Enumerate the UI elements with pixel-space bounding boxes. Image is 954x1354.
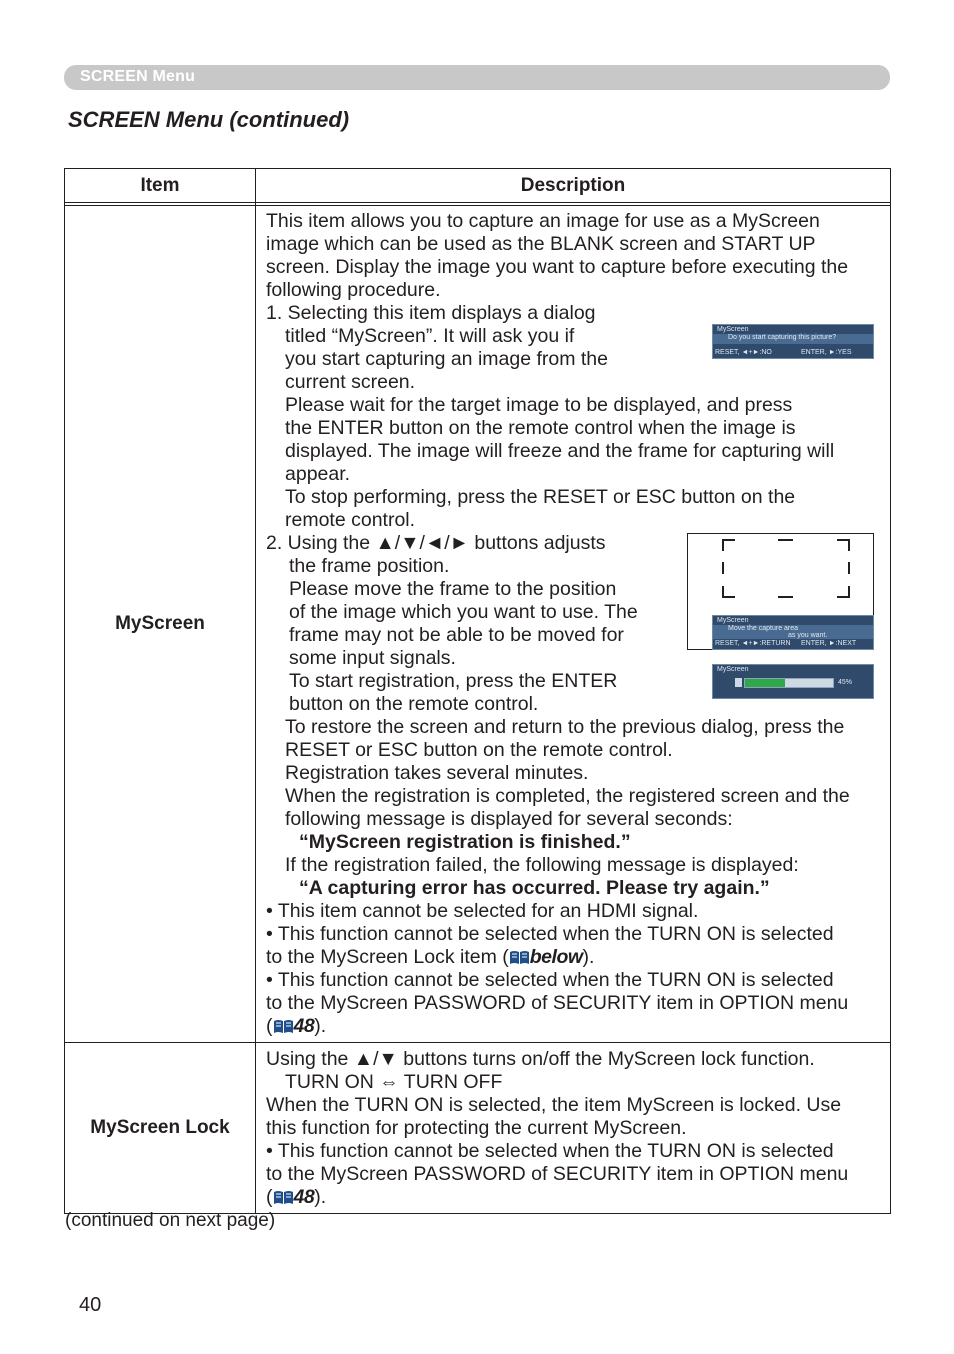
message-registration-finished: “MyScreen registration is finished.”	[299, 831, 631, 853]
reference-page-48-link[interactable]: 48	[293, 1015, 315, 1037]
table-row	[65, 1043, 891, 1214]
reference-below-link[interactable]: below	[529, 946, 583, 968]
description-myscreen: This item allows you to capture an image for use as a MyScreen image which can be used as the BLANK screen and START UP screen. Display the image you want to capture before executing the following procedure. 1. Selecting this item displays a dialog titled “MyScreen”. It will ask you if you start capturing an image from the current screen. Please wait for the target image to be displayed, and press the ENTER button on the remote control when the image is displayed. The image will freeze and the frame for capturing will appear. To stop performing, press the RESET or ESC button on the remote control. 2. Using the ▲/▼/◄/► buttons adjusts the frame position. Please move the frame to the position of the image which you want to use. The frame may not be able to be moved for some input signals. To start registration, press the ENTER button on the remote control. To restore the screen and return to the previous dialog, press the RESET or ESC button on the remote control. Registration takes several minutes. When the registration is completed, the registered screen and the following message is displayed for several seconds: “MyScreen registration is finished.” If the registration failed, the following message is displayed: “A capturing error has occurred. Please try again.” • This item cannot be selected for an HDMI signal. • This function cannot be selected when the TURN ON is selected to the MyScreen Lock item ( below). • This function cannot be selected when the TURN ON is selected to the MyScreen PASSWORD of SECURITY item in OPTION menu ( 48). MyScreen Do you start capturing this picture? RESET, ◄+►:NO ENTER, ►:YES MyScreen Move the capture area as you want. RESET, ◄+►:RETURN ENTER, ►:NEXT MyScreen 45%	[256, 206, 891, 1043]
column-header-item: Item	[65, 169, 256, 203]
continued-note: (continued on next page)	[65, 1210, 276, 1231]
dialog-confirm-capture: MyScreen Do you start capturing this picture? RESET, ◄+►:NO ENTER, ►:YES	[712, 324, 874, 359]
table-row	[65, 206, 891, 1043]
description-myscreen-lock: Using the ▲/▼ buttons turns on/off the MyScreen lock function. TURN ON ⇔ TURN OFF When the TURN ON is selected, the item MyScreen is locked. Use this function for protecting the current MyScreen. • This function cannot be selected when the TURN ON is selected to the MyScreen PASSWORD of SECURITY item in OPTION menu ( 48).	[256, 1043, 891, 1214]
book-reference-icon	[273, 1189, 294, 1205]
dialog-registration-progress: MyScreen 45%	[712, 664, 874, 699]
reference-page-48-link[interactable]: 48	[293, 1186, 315, 1208]
column-header-description: Description	[256, 169, 891, 203]
dialog-move-capture-area: MyScreen Move the capture area as you want. RESET, ◄+►:RETURN ENTER, ►:NEXT	[712, 615, 874, 650]
page-number: 40	[79, 1294, 102, 1316]
registration-progress-bar	[744, 678, 834, 688]
section-header-label: SCREEN Menu	[80, 68, 196, 85]
book-reference-icon	[273, 1018, 294, 1034]
message-capturing-error: “A capturing error has occurred. Please try again.”	[299, 877, 770, 899]
hourglass-icon	[735, 678, 742, 687]
page-title: SCREEN Menu (continued)	[68, 107, 350, 132]
item-myscreen-lock: MyScreen Lock	[65, 1043, 256, 1214]
section-header-bar	[64, 65, 890, 90]
menu-table	[64, 168, 890, 1214]
item-myscreen: MyScreen	[65, 206, 256, 1043]
book-reference-icon	[509, 949, 530, 965]
registration-progress-fill	[745, 679, 785, 687]
